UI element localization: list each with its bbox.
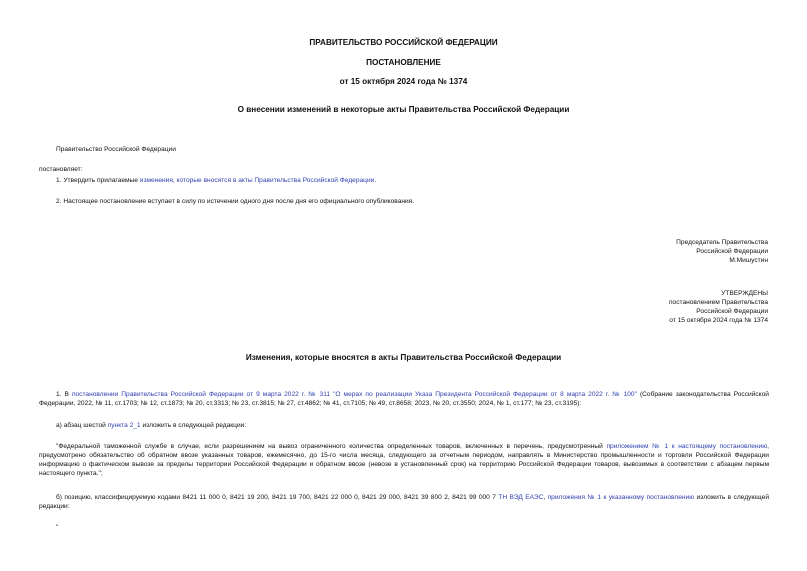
p1-prefix: 1. В xyxy=(56,391,72,398)
item-1 xyxy=(56,177,769,186)
item-1-prefix: 1. Утвердить прилагаемые xyxy=(56,177,140,184)
pb-suffix: изложить в следующей редакции: xyxy=(39,494,769,510)
clause-2-1-link[interactable]: пункта 2_1 xyxy=(107,422,141,429)
changes-paragraph-a xyxy=(56,422,769,431)
quoted-paragraph xyxy=(39,443,769,479)
approved-block xyxy=(669,290,768,326)
approved-date: от 15 октября 2024 года № 1374 xyxy=(669,316,768,324)
appendix-1-link[interactable]: приложением № 1 к настоящему постановлению xyxy=(606,443,768,450)
pb-mid: , xyxy=(543,494,548,501)
signature-name: М.Мишустин xyxy=(729,256,768,264)
pa-prefix: а) абзац шестой xyxy=(56,422,108,429)
item-2: 2. Настоящее постановление вступает в силу по истечении одного дня после дня его официального опубликования. xyxy=(56,198,415,205)
document-title: О внесении изменений в некоторые акты Правительства Российской Федерации xyxy=(237,105,570,114)
quote-prefix: "Федеральной таможенной службе в случае, если разрешением на вывоз ограниченного количества определенных товаров, включенных в перечень, предусмотренный xyxy=(56,443,607,450)
changes-paragraph-1 xyxy=(39,391,769,409)
preamble-government: Правительство Российской Федерации xyxy=(56,146,176,153)
changes-link[interactable]: изменения, которые вносятся в акты Правительства Российской Федерации xyxy=(139,177,375,184)
pa-suffix: изложить в следующей редакции: xyxy=(140,422,247,429)
p1-suffix: (Собрание законодательства Российской Федерации, 2022, № 11, ст.1703; № 12, ст.1873; № 20, ст.3313; № 23, ст.3815; № 27, ст.4862; № 41, ст.7105; № 49, ст.8658; 2023, № 20, ст.3550; 2024, № 1, ст.177; № 23, ст.3195): xyxy=(39,391,769,407)
header-doc-type: ПОСТАНОВЛЕНИЕ xyxy=(366,58,441,67)
appendix-1-decree-link[interactable]: приложения № 1 к указанному постановлению xyxy=(547,494,695,501)
pb-prefix: б) позицию, классифицируемую кодами 8421 11 000 0, 8421 19 200, 8421 19 700, 8421 22 000 0, 8421 29 000, 8421 39 800 2, 8421 99 000 7 xyxy=(56,494,499,501)
quote-suffix: , предусмотрено обязательство об обратном ввозе указанных товаров, ежемесячно, до 15-го числа месяца, следующего за отчетным периодом, направлять в Министерство промышленности и торговли Российской Федерации информацию о фактическом вывозе за пределы территории Российской Федерации и обратном ввозе (невозе в установленный срок) на территорию Российской Федерации товаров, вывозимых в соответствии с абзацем первым настоящего пункта."; xyxy=(39,443,769,477)
changes-title: Изменения, которые вносятся в акты Правительства Российской Федерации xyxy=(245,353,562,362)
tn-ved-link[interactable]: ТН ВЭД ЕАЭС xyxy=(498,494,544,501)
item-1-suffix: . xyxy=(374,177,377,184)
changes-paragraph-b xyxy=(39,494,769,512)
approved-by: постановлением Правительства xyxy=(668,298,768,306)
header-org: ПРАВИТЕЛЬСТВО РОССИЙСКОЙ ФЕДЕРАЦИИ xyxy=(309,38,498,47)
approved-label: УТВЕРЖДЕНЫ xyxy=(721,290,768,297)
signature-block xyxy=(676,239,768,266)
signature-position-2: Российской Федерации xyxy=(696,247,768,255)
decree-311-link[interactable]: постановлении Правительства Российской Федерации от 9 марта 2022 г. № 311 "О мерах по реализации Указа Президента Российской Федерации от 8 марта 2022 г. № 100" xyxy=(71,391,637,398)
approved-gov: Российской Федерации xyxy=(696,307,768,315)
preamble-resolves: постановляет: xyxy=(39,166,83,173)
header-date-number: от 15 октября 2024 года № 1374 xyxy=(339,77,468,86)
signature-position: Председатель Правительства xyxy=(676,239,768,246)
open-quote: " xyxy=(56,524,59,531)
